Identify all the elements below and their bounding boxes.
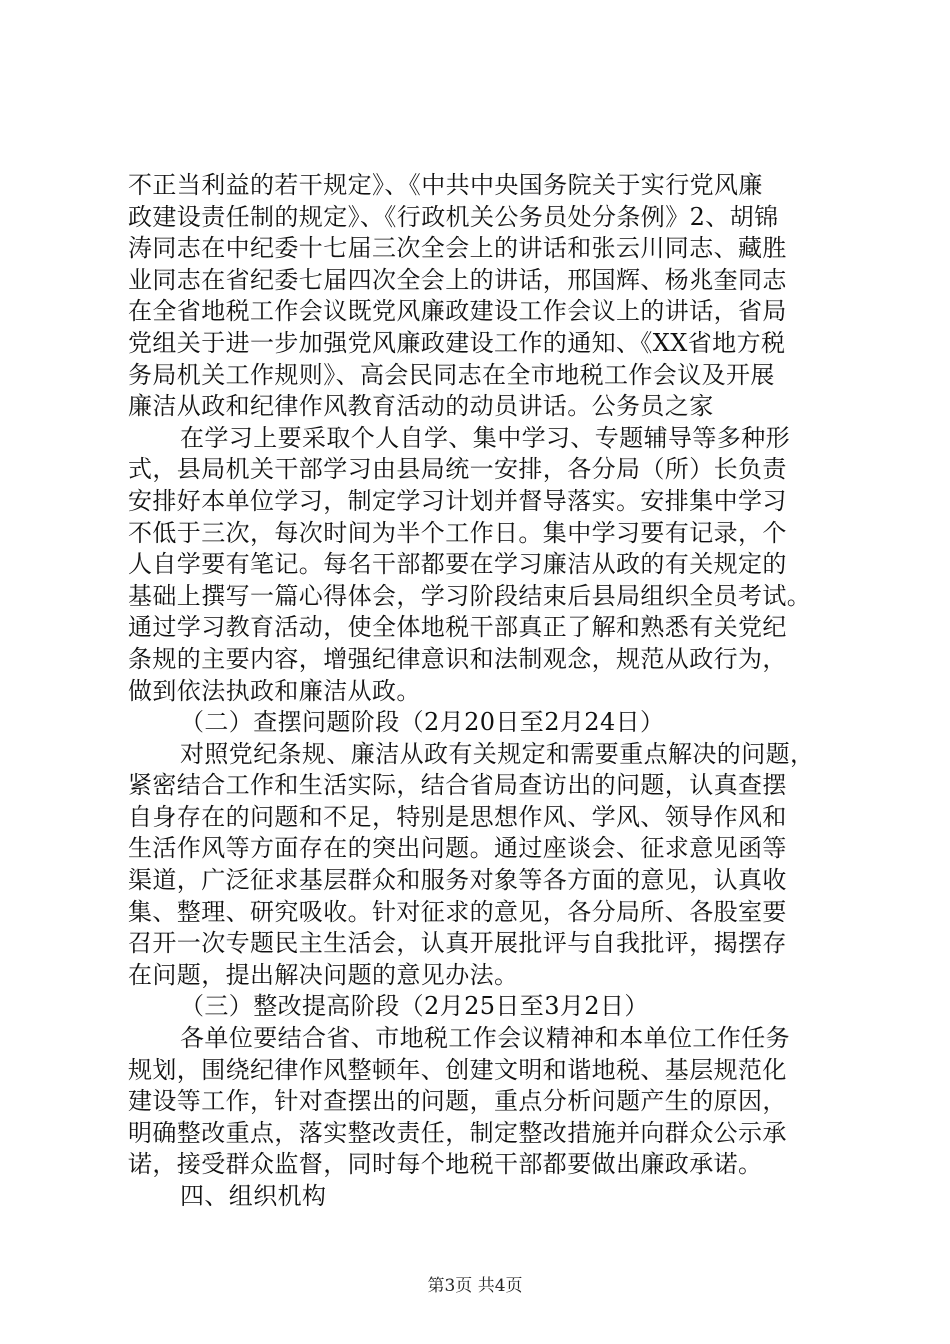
text-line: 自身存在的问题和不足，特别是思想作风、学风、领导作风和 <box>128 802 787 831</box>
text-line: 在学习上要采取个人自学、集中学习、专题辅导等多种形 <box>180 423 790 452</box>
text-line: 不正当利益的若干规定》、《中共中央国务院关于实行党风廉 <box>128 171 763 199</box>
text-line: 集、整理、研究吸收。针对征求的意见，各分局所、各股室要 <box>128 897 787 926</box>
text-line: 基础上撰写一篇心得体会，学习阶段结束后县局组织全员考试。 <box>128 581 812 610</box>
text-line: 条规的主要内容，增强纪律意识和法制观念，规范从政行为， <box>128 644 787 673</box>
text-line: 务局机关工作规则》、高会民同志在全市地税工作会议及开展 <box>128 360 775 389</box>
text-line: 四、组织机构 <box>180 1182 327 1210</box>
text-line: 政建设责任制的规定》、《行政机关公务员处分条例》2、胡锦 <box>128 202 779 231</box>
text-line: 诺，接受群众监督，同时每个地税干部都要做出廉政承诺。 <box>128 1150 763 1179</box>
text-line: 人自学要有笔记。每名干部都要在学习廉洁从政的有关规定的 <box>128 550 787 579</box>
text-line: 生活作风等方面存在的突出问题。通过座谈会、征求意见函等 <box>128 834 787 863</box>
text-line: 不低于三次，每次时间为半个工作日。集中学习要有记录，个 <box>128 518 787 547</box>
text-line: 召开一次专题民主生活会，认真开展批评与自我批评，揭摆存 <box>128 929 787 958</box>
text-line: 通过学习教育活动，使全体地税干部真正了解和熟悉有关党纪 <box>128 613 787 642</box>
text-line: 在问题，提出解决问题的意见办法。 <box>128 960 519 989</box>
text-line: 涛同志在中纪委十七届三次全会上的讲话和张云川同志、藏胜 <box>128 234 787 263</box>
text-line: 式，县局机关干部学习由县局统一安排，各分局（所）长负责 <box>128 455 787 484</box>
text-line: 建设等工作，针对查摆出的问题，重点分析问题产生的原因， <box>128 1087 787 1116</box>
text-line: 廉洁从政和纪律作风教育活动的动员讲话。公务员之家 <box>128 392 714 421</box>
text-line: 紧密结合工作和生活实际，结合省局查访出的问题，认真查摆 <box>128 771 787 800</box>
document-body <box>128 170 834 1213</box>
text-line: 规划，围绕纪律作风整顿年、创建文明和谐地税、基层规范化 <box>128 1055 787 1084</box>
text-line: 对照党纪条规、廉洁从政有关规定和需要重点解决的问题， <box>180 739 815 768</box>
text-line: 各单位要结合省、市地税工作会议精神和本单位工作任务 <box>180 1024 790 1053</box>
text-line: 安排好本单位学习，制定学习计划并督导落实。安排集中学习 <box>128 486 787 515</box>
text-line: 在全省地税工作会议既党风廉政建设工作会议上的讲话，省局 <box>128 297 787 326</box>
text-line: （三）整改提高阶段（2月25日至3月2日） <box>180 992 649 1021</box>
text-line: 明确整改重点，落实整改责任，制定整改措施并向群众公示承 <box>128 1118 787 1147</box>
text-line: 党组关于进一步加强党风廉政建设工作的通知、《XX省地方税 <box>128 328 786 357</box>
text-line: 渠道，广泛征求基层群众和服务对象等各方面的意见，认真收 <box>128 866 787 895</box>
text-line: 做到依法执政和廉洁从政。 <box>128 676 421 705</box>
text-line: （二）查摆问题阶段（2月20日至2月24日） <box>180 708 665 737</box>
page-footer: 第3页 共4页 <box>427 1276 523 1296</box>
text-line: 业同志在省纪委七届四次全会上的讲话，邢国辉、杨兆奎同志 <box>128 265 787 294</box>
